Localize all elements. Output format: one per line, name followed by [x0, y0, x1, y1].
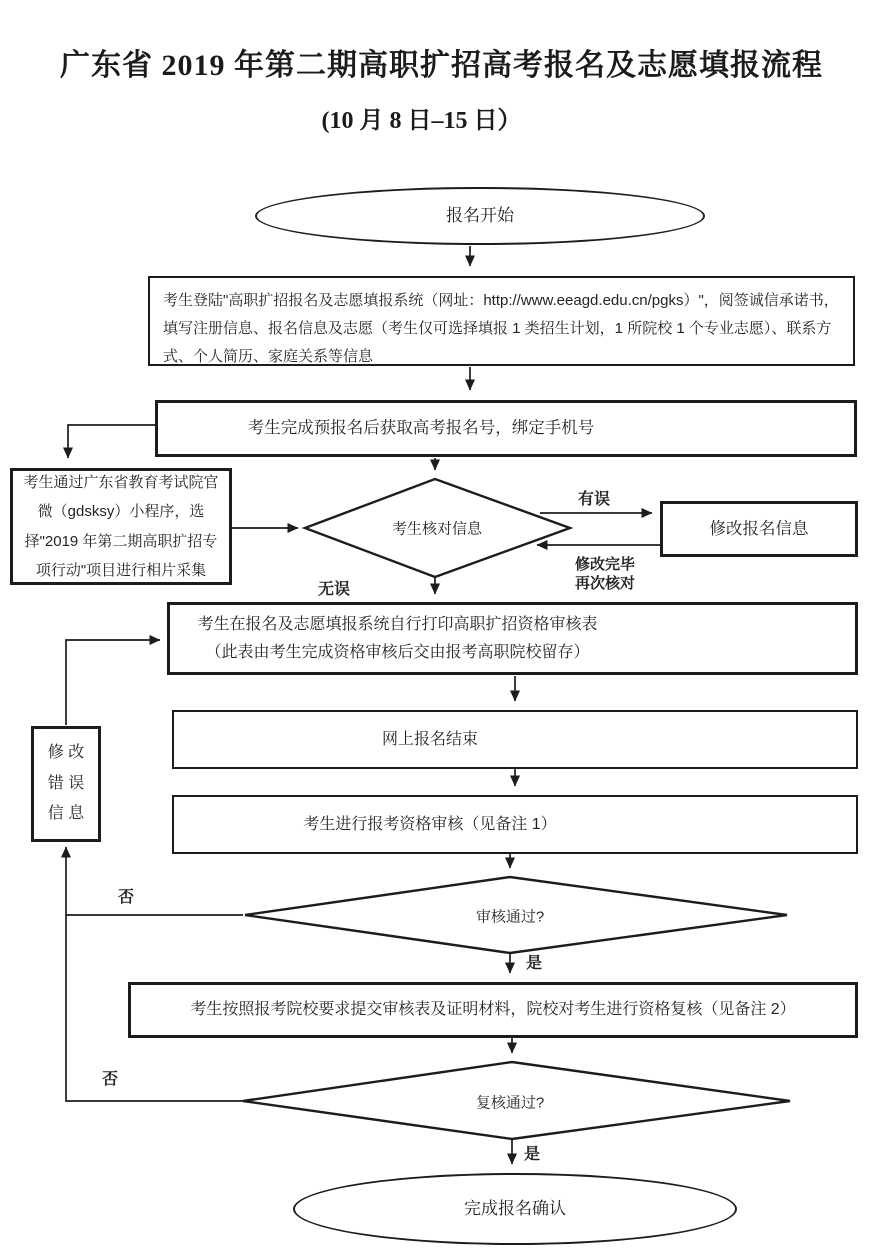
fix-error-line3: 信 息 [47, 805, 85, 823]
preregister-box: 考生完成预报名后获取高考报名号，绑定手机号 [155, 400, 857, 457]
modify-done-line2: 再次核对 [575, 574, 636, 592]
print-form-line2: （此表由考生完成资格审核后交由报考高职院校留存） [205, 643, 590, 661]
page-subtitle: (10 月 8 日–15 日） [321, 108, 522, 134]
fix-error-line1: 修 改 [47, 744, 85, 762]
review-yes-label: 是 [526, 955, 543, 972]
qualification-review-box: 考生进行报考资格审核（见备注 1） [172, 795, 858, 854]
review-pass-label: 审核通过? [475, 908, 545, 926]
modify-info-box: 修改报名信息 [660, 501, 858, 557]
arrow-fix-to-print [66, 640, 160, 725]
print-form-box [167, 602, 858, 675]
end-ellipse: 完成报名确认 [293, 1173, 737, 1245]
submit-materials-box: 考生按照报考院校要求提交审核表及证明材料，院校对考生进行资格复核（见备注 2） [128, 982, 858, 1038]
modify-done-label [575, 556, 635, 594]
start-ellipse: 报名开始 [255, 187, 705, 245]
review-no-label: 否 [118, 889, 135, 906]
recheck-pass-label: 复核通过? [475, 1094, 545, 1112]
no-error-label: 无误 [318, 581, 351, 598]
arrow-preregister-to-photo [68, 425, 155, 458]
login-box: 考生登陆"高职扩招报名及志愿填报系统（网址：http://www.eeagd.edu.cn/pgks）"，阅签诚信承诺书，填写注册信息、报名信息及志愿（考生仅可选择填报 1 类招生计划，1 所院校 1 个专业志愿）、联系方式、个人简历、家庭关系等信息 [148, 276, 855, 366]
verify-diamond-label: 考生核对信息 [391, 520, 483, 538]
online-end-box: 网上报名结束 [172, 710, 858, 769]
modify-done-line1: 修改完毕 [575, 556, 636, 573]
photo-capture-box: 考生通过广东省教育考试院官微（gdsksy）小程序，选择"2019 年第二期高职扩招专项行动"项目进行相片采集 [10, 468, 232, 585]
page-title: 广东省 2019 年第二期高职扩招高考报名及志愿填报流程 [60, 49, 823, 82]
arrow-no-to-fix [66, 847, 243, 1101]
fix-error-line2: 错 误 [47, 774, 85, 792]
has-error-label: 有误 [578, 491, 611, 508]
recheck-yes-label: 是 [524, 1146, 541, 1163]
fix-error-box [31, 726, 101, 842]
recheck-no-label: 否 [102, 1071, 119, 1088]
print-form-line1: 考生在报名及志愿填报系统自行打印高职扩招资格审核表 [197, 616, 598, 634]
